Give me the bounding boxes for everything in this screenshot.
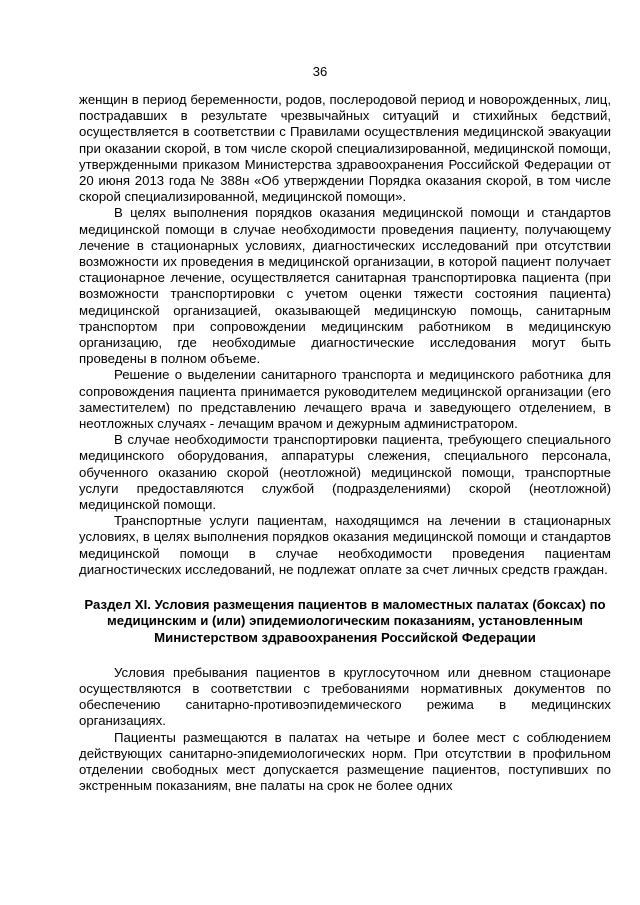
paragraph-special-equipment: В случае необходимости транспортировки пациента, требующего специального медицинского оборудования, аппаратуры слежения, специального персонала, обученного оказанию скорой (неотложной) медицинской помощи, транспортные услуги предоставляются службой (подразделениями) скорой (неотложной) медицинской помощи. — [79, 432, 611, 513]
paragraph-continuation: женщин в период беременности, родов, послеродовой период и новорожденных, лиц, пострадавших в результате чрезвычайных ситуаций и стихийных бедствий, осуществляется в соответствии с Правилами осуществления медицинской эвакуации при оказании скорой, в том числе скорой специализированной, медицинской помощи, утвержденными приказом Министерства здравоохранения Российской Федерации от 20 июня 2013 года № 388н «Об утверждении Порядка оказания скорой, в том числе скорой специализированной, медицинской помощи». — [79, 92, 611, 205]
paragraph-transport-diagnostics: В целях выполнения порядков оказания медицинской помощи и стандартов медицинской помощи в случае необходимости проведения пациенту, получающему лечение в стационарных условиях, диагностических исследований при отсутствии возможности их проведения в медицинской организации, в которой пациент получает стационарное лечение, осуществляется санитарная транспортировка пациента (при возможности транспортировки с учетом оценки тяжести состояния пациента) медицинской организацией, оказывающей медицинскую помощь, санитарным транспортом при сопровождении медицинским работником в медицинскую организацию, где необходимые диагностические исследования могут быть проведены в полном объеме. — [79, 205, 611, 367]
paragraph-transport-payment: Транспортные услуги пациентам, находящимся на лечении в стационарных условиях, в целях выполнения порядков оказания медицинской помощи и стандартов медицинской помощи в случае необходимости проведения пациентам диагностических исследований, не подлежат оплате за счет личных средств граждан. — [79, 513, 611, 577]
section-heading: Раздел XI. Условия размещения пациентов в маломестных палатах (боксах) по медицинским и (или) эпидемиологическим показаниям, установленным Министерством здравоохранения Российской Федерации — [84, 597, 606, 645]
document-body — [79, 92, 611, 794]
paragraph-ward-placement: Пациенты размещаются в палатах на четыре и более мест с соблюдением действующих санитарно-эпидемиологических норм. При отсутствии в профильном отделении свободных мест допускается размещение пациентов, поступивших по экстренным показаниям, вне палаты на срок не более одних — [79, 729, 611, 794]
paragraph-transport-decision: Решение о выделении санитарного транспорта и медицинского работника для сопровождения пациента принимается руководителем медицинской организации (его заместителем) по представлению лечащего врача и заведующего отделением, в неотложных случаях - лечащим врачом и дежурным администратором. — [79, 367, 611, 432]
page-number: 36 — [312, 64, 328, 79]
paragraph-stay-conditions: Условия пребывания пациентов в круглосуточном или дневном стационаре осуществляются в соответствии с требованиями нормативных документов по обеспечению санитарно-противоэпидемического режима в медицинских организациях. — [79, 664, 611, 729]
